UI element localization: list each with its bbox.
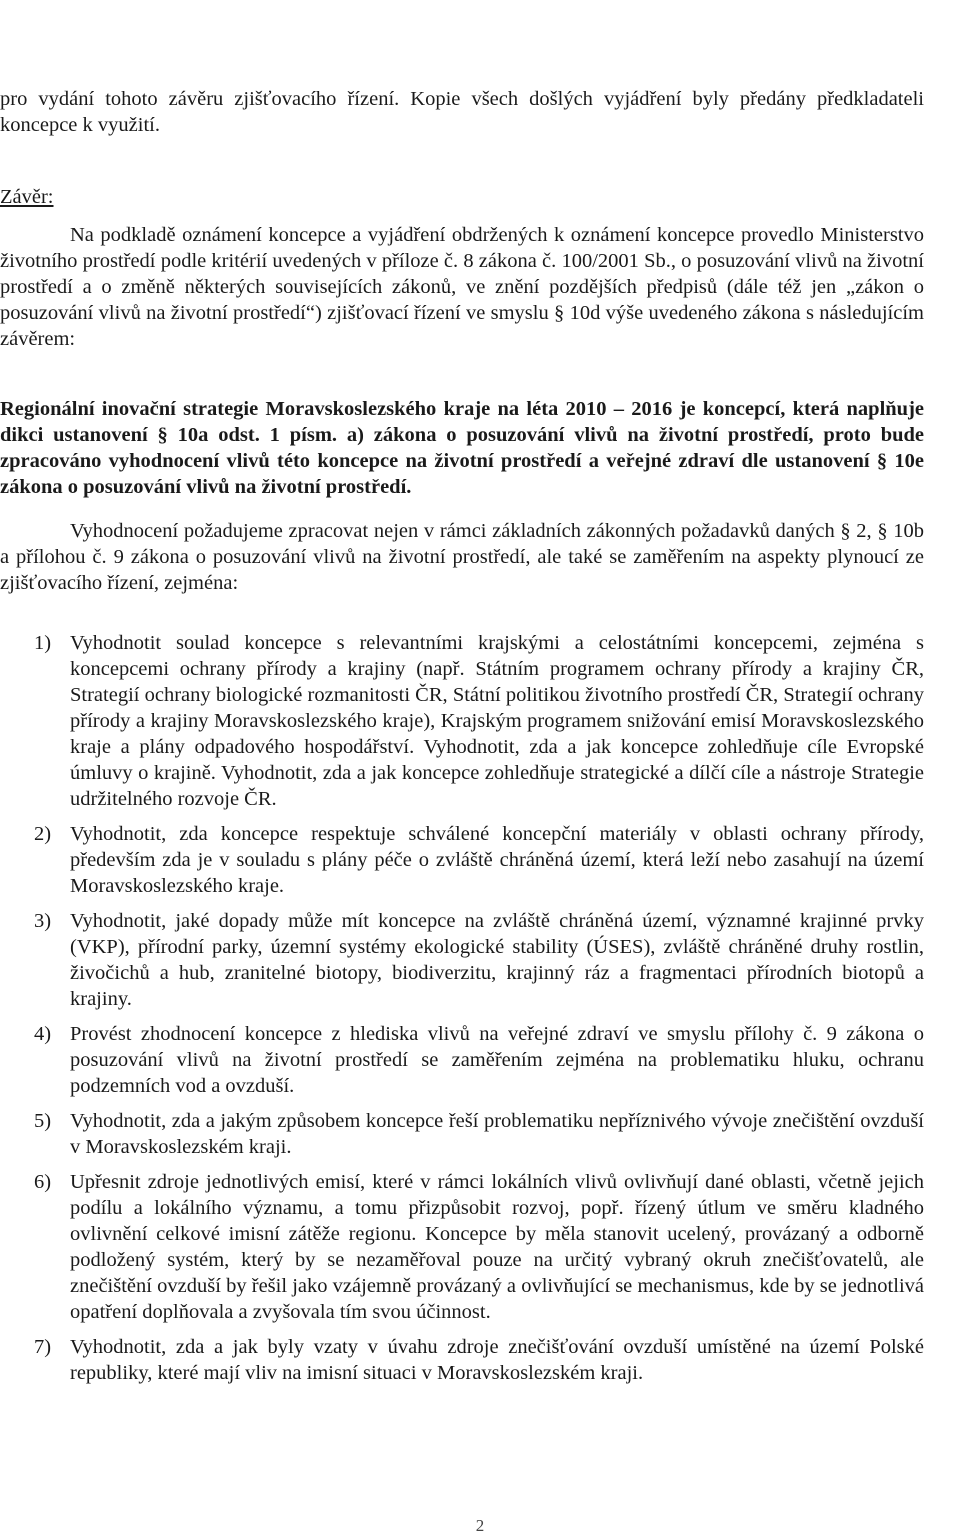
list-item-number: 2) [34,823,52,845]
list-item-text: Vyhodnotit soulad koncepce s relevantními krajskými a celostátními koncepcemi, zejména s koncepcemi ochrany přírody a krajiny (např. Státním programem ochrany přírody a krajiny ČR, Strategií ochrany biologické rozmanitosti ČR, Státní politikou životního prostředí ČR, Strategií ochrany přírody a krajiny Moravskoslezského kraje), Krajským programem snižování emisí Moravskoslezského kraje a plány odpadového hospodářství. Vyhodnotit, zda a jak koncepce zohledňuje cíle Evropské úmluvy o krajině. Vyhodnotit, zda a jak koncepce zohledňuje strategické a dílčí cíle a nástroje Strategie udržitelného rozvoje ČR. [70,632,924,810]
list-item-number: 7) [34,1336,52,1358]
section-heading-zaver: Závěr: [0,186,54,208]
list-item-text: Provést zhodnocení koncepce z hlediska vlivů na veřejné zdraví ve smyslu přílohy č. 9 zákona o posuzování vlivů na životní prostředí se zaměřením zejména na problematiku hluku, ochranu podzemních vod a ovzduší. [70,1023,924,1097]
intro-paragraph: pro vydání tohoto závěru zjišťovacího řízení. Kopie všech došlých vyjádření byly předány předkladateli koncepce k využití. [0,88,924,136]
paragraph-requirements: Vyhodnocení požadujeme zpracovat nejen v rámci základních zákonných požadavků daných § 2, § 10b a přílohou č. 9 zákona o posuzování vlivů na životní prostředí, ale také se zaměřením na aspekty plynoucí ze zjišťovacího řízení, zejména: [0,520,924,594]
list-item-number: 5) [34,1110,52,1132]
list-item [0,1334,924,1386]
list-item-number: 6) [34,1171,52,1193]
list-item-text: Vyhodnotit, jaké dopady může mít koncepce na zvláště chráněná území, významné krajinné prvky (VKP), přírodní parky, územní systémy ekologické stability (ÚSES), zvláště chráněné druhy rostlin, živočichů a hub, zranitelné biotopy, biodiverzitu, krajinný ráz a fragmentaci přírodních biotopů a krajiny. [70,910,924,1010]
list-item [0,908,924,1012]
list-item-number: 1) [34,632,52,654]
list-item-text: Vyhodnotit, zda a jak byly vzaty v úvahu zdroje znečišťování ovzduší umístěné na území Polské republiky, které mají vliv na imisní situaci v Moravskoslezském kraji. [70,1336,924,1384]
list-item-text: Upřesnit zdroje jednotlivých emisí, které v rámci lokálních vlivů ovlivňují dané oblasti, včetně jejich podílu a lokálního významu, a tomu přizpůsobit rozvoj, popř. řízený útlum ve směru kladného ovlivnění celkové imisní zátěže regionu. Koncepce by měla stanovit ucelený, provázaný a odborně podložený systém, který by se nezaměřoval pouze na určitý vybraný okruh znečišťovatelů, ale znečištění ovzduší by řešil jako vzájemně provázaný a ovlivňující se mechanismus, kde by se jednotlivá opatření doplňovala a zvyšovala tím svou účinnost. [70,1171,924,1323]
list-item [0,1169,924,1325]
paragraph-conclusion-bold: Regionální inovační strategie Moravskoslezského kraje na léta 2010 – 2016 je koncepcí, která naplňuje dikci ustanovení § 10a odst. 1 písm. a) zákona o posuzování vlivů na životní prostředí, proto bude zpracováno vyhodnocení vlivů této koncepce na životní prostředí a veřejné zdraví dle ustanovení § 10e zákona o posuzování vlivů na životní prostředí. [0,398,924,498]
list-item-text: Vyhodnotit, zda koncepce respektuje schválené koncepční materiály v oblasti ochrany přírody, především zda je v souladu s plány péče o zvláště chráněná území, která leží nebo zasahují na území Moravskoslezského kraje. [70,823,924,897]
list-item-text: Vyhodnotit, zda a jakým způsobem koncepce řeší problematiku nepříznivého vývoje znečištění ovzduší v Moravskoslezském kraji. [70,1110,924,1158]
list-item [0,1021,924,1099]
list-item [0,1108,924,1160]
list-item [0,821,924,899]
list-item-number: 4) [34,1023,52,1045]
page-number: 2 [475,1516,485,1535]
paragraph-procedure: Na podkladě oznámení koncepce a vyjádření obdržených k oznámení koncepce provedlo Ministerstvo životního prostředí podle kritérií uvedených v příloze č. 8 zákona č. 100/2001 Sb., o posuzování vlivů na životní prostředí a o změně některých souvisejících zákonů, ve znění pozdějších předpisů (dále též jen „zákon o posuzování vlivů na životní prostředí“) zjišťovací řízení ve smyslu § 10d výše uvedeného zákona s následujícím závěrem: [0,224,924,350]
list-item-number: 3) [34,910,52,932]
list-item [0,630,924,812]
requirements-list [0,630,924,1395]
